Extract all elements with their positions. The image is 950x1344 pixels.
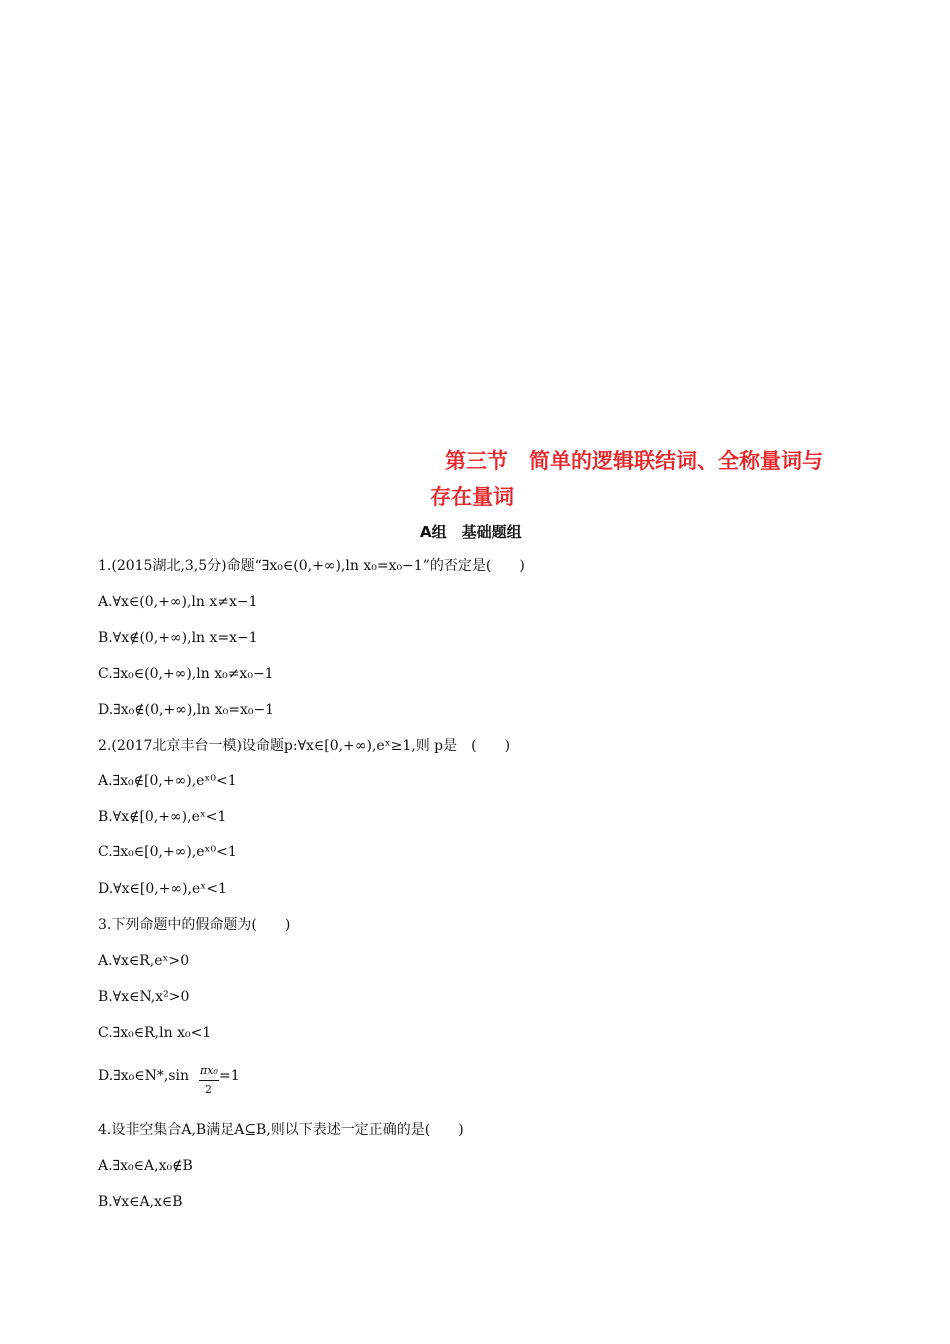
question-2-option-c: C.∃x₀∈[0,+∞),eˣ⁰<1: [98, 844, 237, 860]
question-1-option-c: C.∃x₀∈(0,+∞),ln x₀≠x₀−1: [98, 666, 274, 682]
question-1-stem: 1.(2015湖北,3,5分)命题“∃x₀∈(0,+∞),ln x₀=x₀−1”的否定是( ): [98, 558, 525, 574]
question-1-option-d: D.∃x₀∉(0,+∞),ln x₀=x₀−1: [98, 702, 275, 718]
question-4-stem: 4.设非空集合A,B满足A⊆B,则以下表述一定正确的是( ): [98, 1122, 464, 1138]
question-1-option-a: A.∀x∈(0,+∞),ln x≠x−1: [98, 594, 258, 610]
fraction-denominator: 2: [205, 1083, 212, 1096]
group-heading: A组 基础题组: [420, 523, 522, 541]
option-d-prefix: D.∃x₀∈N*,sin: [98, 1068, 190, 1084]
question-1-option-b: B.∀x∉(0,+∞),ln x=x−1: [98, 630, 258, 646]
option-d-suffix: =1: [219, 1068, 240, 1084]
question-3-stem: 3.下列命题中的假命题为( ): [98, 917, 291, 933]
question-3-option-a: A.∀x∈R,eˣ>0: [98, 953, 190, 969]
question-2-option-d: D.∀x∈[0,+∞),eˣ<1: [98, 881, 227, 897]
question-4-option-b: B.∀x∈A,x∈B: [98, 1194, 183, 1210]
question-3-option-c: C.∃x₀∈R,ln x₀<1: [98, 1025, 212, 1041]
fraction-numerator: πx₀: [200, 1064, 218, 1077]
fraction-bar: [199, 1080, 219, 1081]
question-2-option-a: A.∃x₀∉[0,+∞),eˣ⁰<1: [98, 773, 237, 789]
question-4-option-a: A.∃x₀∈A,x₀∉B: [98, 1158, 193, 1174]
section-title-line-1: 第三节 简单的逻辑联结词、全称量词与: [445, 449, 823, 473]
section-title-line-2: 存在量词: [430, 485, 514, 509]
question-2-stem: 2.(2017北京丰台一模)设命题p:∀x∈[0,+∞),eˣ≥1,则 p是 ( ): [98, 738, 511, 754]
question-2-option-b: B.∀x∉[0,+∞),eˣ<1: [98, 809, 227, 825]
question-3-option-b: B.∀x∈N,x²>0: [98, 989, 190, 1005]
